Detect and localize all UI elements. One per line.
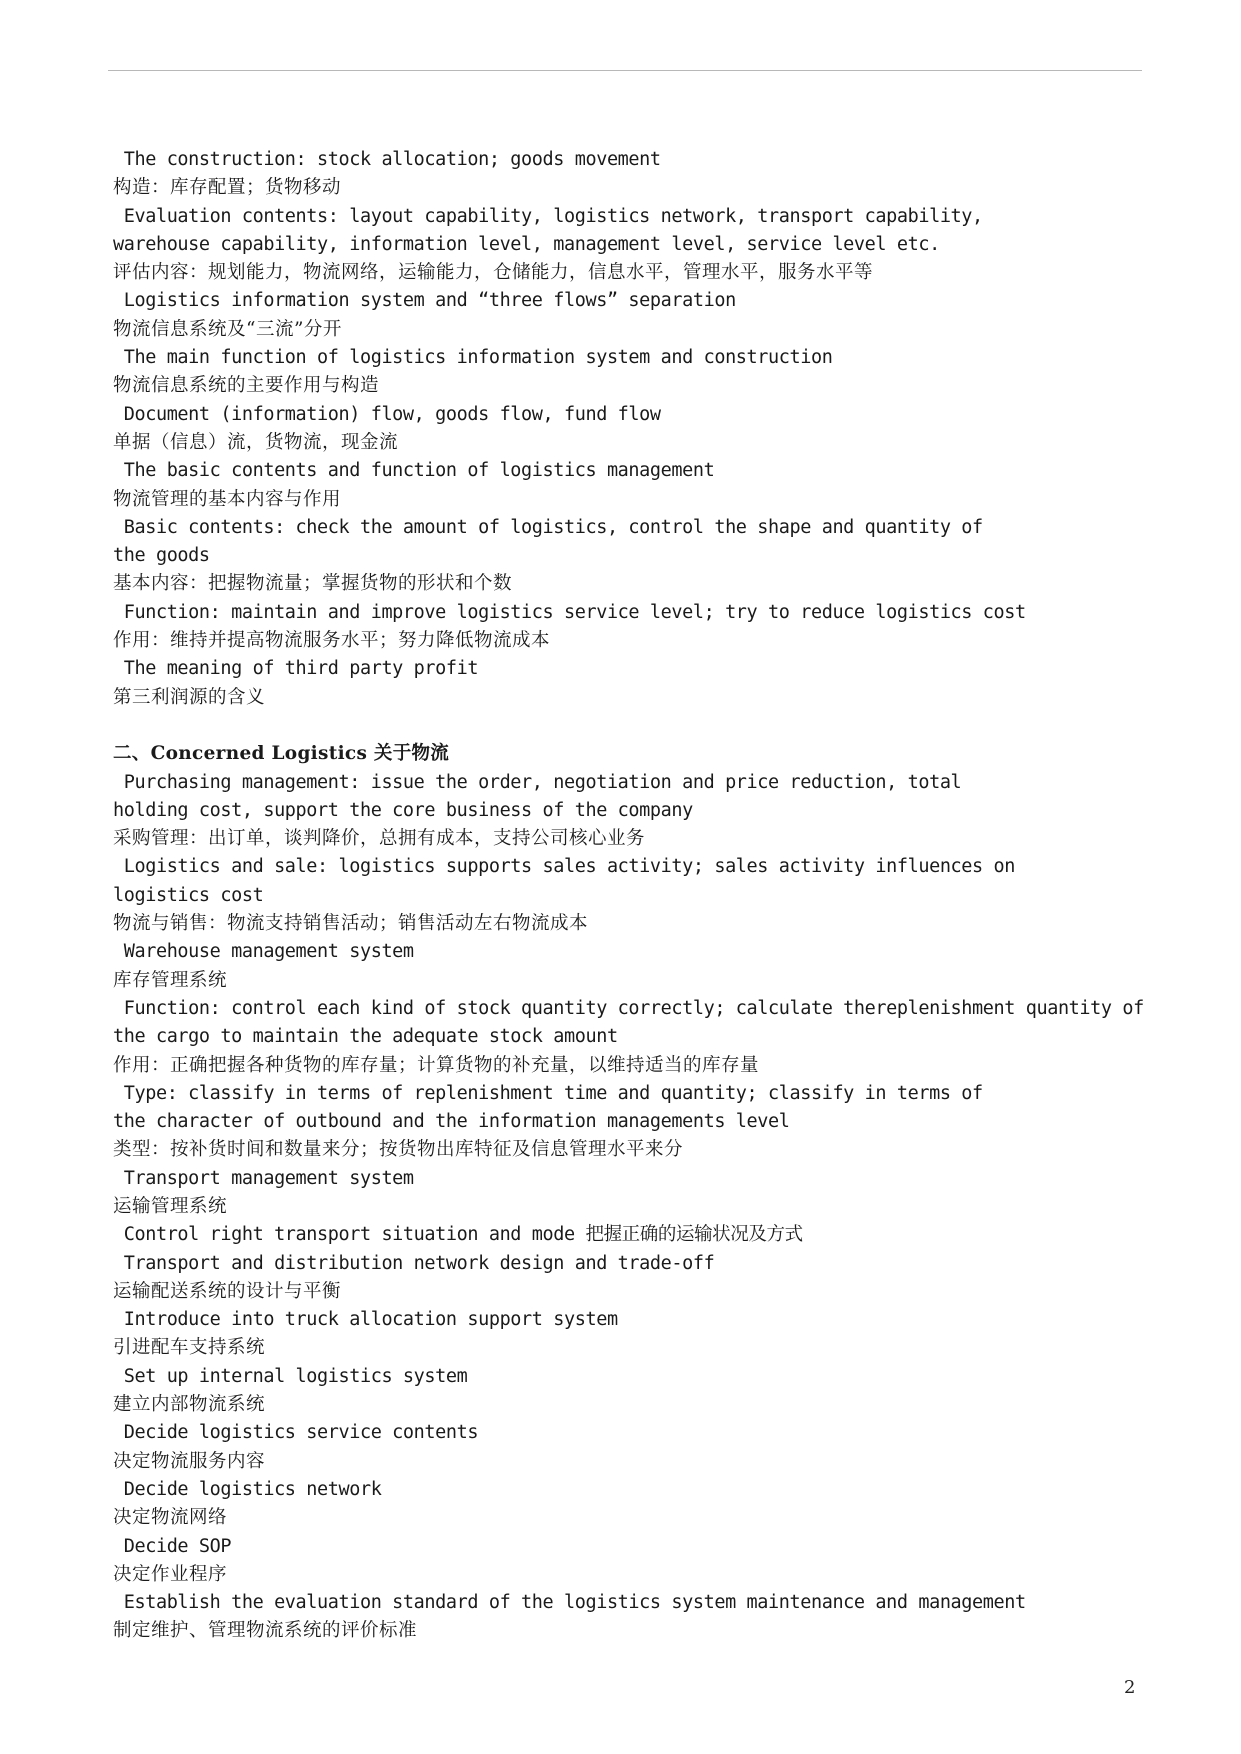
text-line: Type: classify in terms of replenishment time and quantity; classify in terms of (113, 1082, 983, 1104)
text-line: Decide SOP (113, 1535, 232, 1557)
text-line: 建立内部物流系统 (113, 1394, 266, 1416)
text-line: Logistics information system and “three flows” separation (113, 290, 736, 312)
text-line: the goods (113, 545, 210, 567)
text-line: The basic contents and function of logistics management (113, 460, 715, 482)
text-line: 运输配送系统的设计与平衡 (113, 1280, 342, 1302)
text-line: 物流与销售：物流支持销售活动；销售活动左右物流成本 (113, 913, 589, 935)
text-line: 类型：按补货时间和数量来分；按货物出库特征及信息管理水平来分 (113, 1139, 684, 1161)
text-line: 评估内容：规划能力，物流网络，运输能力，仓储能力，信息水平，管理水平，服务水平等 (113, 262, 874, 284)
text-line: 物流信息系统的主要作用与构造 (113, 375, 380, 397)
text-line: Document (information) flow, goods flow, fund flow (113, 403, 661, 425)
text-line: Basic contents: check the amount of logistics, control the shape and quantity of (113, 516, 983, 538)
text-line: Function: maintain and improve logistics service level; try to reduce logistics cost (113, 601, 1026, 623)
text-line: Control right transport situation and mode 把握正确的运输状况及方式 (113, 1224, 803, 1246)
blank-line (113, 712, 1153, 740)
text-line: Set up internal logistics system (113, 1365, 468, 1387)
text-line: 制定维护、管理物流系统的评价标准 (113, 1620, 418, 1642)
page-number: 2 (1124, 1677, 1136, 1698)
text-line: 构造：库存配置；货物移动 (113, 177, 342, 199)
text-line: Purchasing management: issue the order, negotiation and price reduction, total (113, 771, 962, 793)
text-line: Decide logistics network (113, 1478, 382, 1500)
text-line: 决定作业程序 (113, 1563, 228, 1585)
text-line: Decide logistics service contents (113, 1422, 479, 1444)
text-line: Logistics and sale: logistics supports sales activity; sales activity influences on (113, 856, 1015, 878)
text-line: The main function of logistics information system and construction (113, 347, 833, 369)
text-line: Transport and distribution network design and trade-off (113, 1252, 715, 1274)
text-line: Warehouse management system (113, 941, 414, 963)
text-line: 运输管理系统 (113, 1195, 228, 1217)
text-line: Transport management system (113, 1167, 414, 1189)
text-line: 引进配车支持系统 (113, 1337, 266, 1359)
section-heading: 二、Concerned Logistics 关于物流 (113, 743, 450, 765)
text-line: the cargo to maintain the adequate stock amount (113, 1026, 618, 1048)
header-rule (108, 70, 1142, 71)
text-line: 基本内容：把握物流量；掌握货物的形状和个数 (113, 573, 513, 595)
text-line: the character of outbound and the information managements level (113, 1111, 790, 1133)
text-line: 物流信息系统及“三流”分开 (113, 318, 342, 340)
text-line: 采购管理：出订单，谈判降价，总拥有成本，支持公司核心业务 (113, 828, 646, 850)
text-line: logistics cost (113, 884, 264, 906)
text-line: 决定物流服务内容 (113, 1450, 266, 1472)
text-line: 作用：正确把握各种货物的库存量；计算货物的补充量，以维持适当的库存量 (113, 1054, 760, 1076)
text-line: 作用：维持并提高物流服务水平；努力降低物流成本 (113, 630, 551, 652)
text-line: The construction: stock allocation; goods movement (113, 149, 661, 170)
text-line: 库存管理系统 (113, 969, 228, 991)
text-line: 物流管理的基本内容与作用 (113, 488, 342, 510)
text-line: warehouse capability, information level, management level, service level etc. (113, 233, 940, 255)
text-line: holding cost, support the core business of the company (113, 799, 693, 821)
page-body (113, 146, 1153, 1646)
text-line: Evaluation contents: layout capability, logistics network, transport capability, (113, 205, 983, 227)
text-line: 单据（信息）流，货物流，现金流 (113, 431, 399, 453)
text-line: 决定物流网络 (113, 1507, 228, 1529)
text-line: 第三利润源的含义 (113, 686, 266, 708)
text-line: Introduce into truck allocation support system (113, 1309, 618, 1331)
text-line: The meaning of third party profit (113, 658, 479, 680)
text-line: Establish the evaluation standard of the logistics system maintenance and management (113, 1592, 1026, 1614)
text-line: Function: control each kind of stock quantity correctly; calculate thereplenishment quantity of (113, 997, 1144, 1019)
